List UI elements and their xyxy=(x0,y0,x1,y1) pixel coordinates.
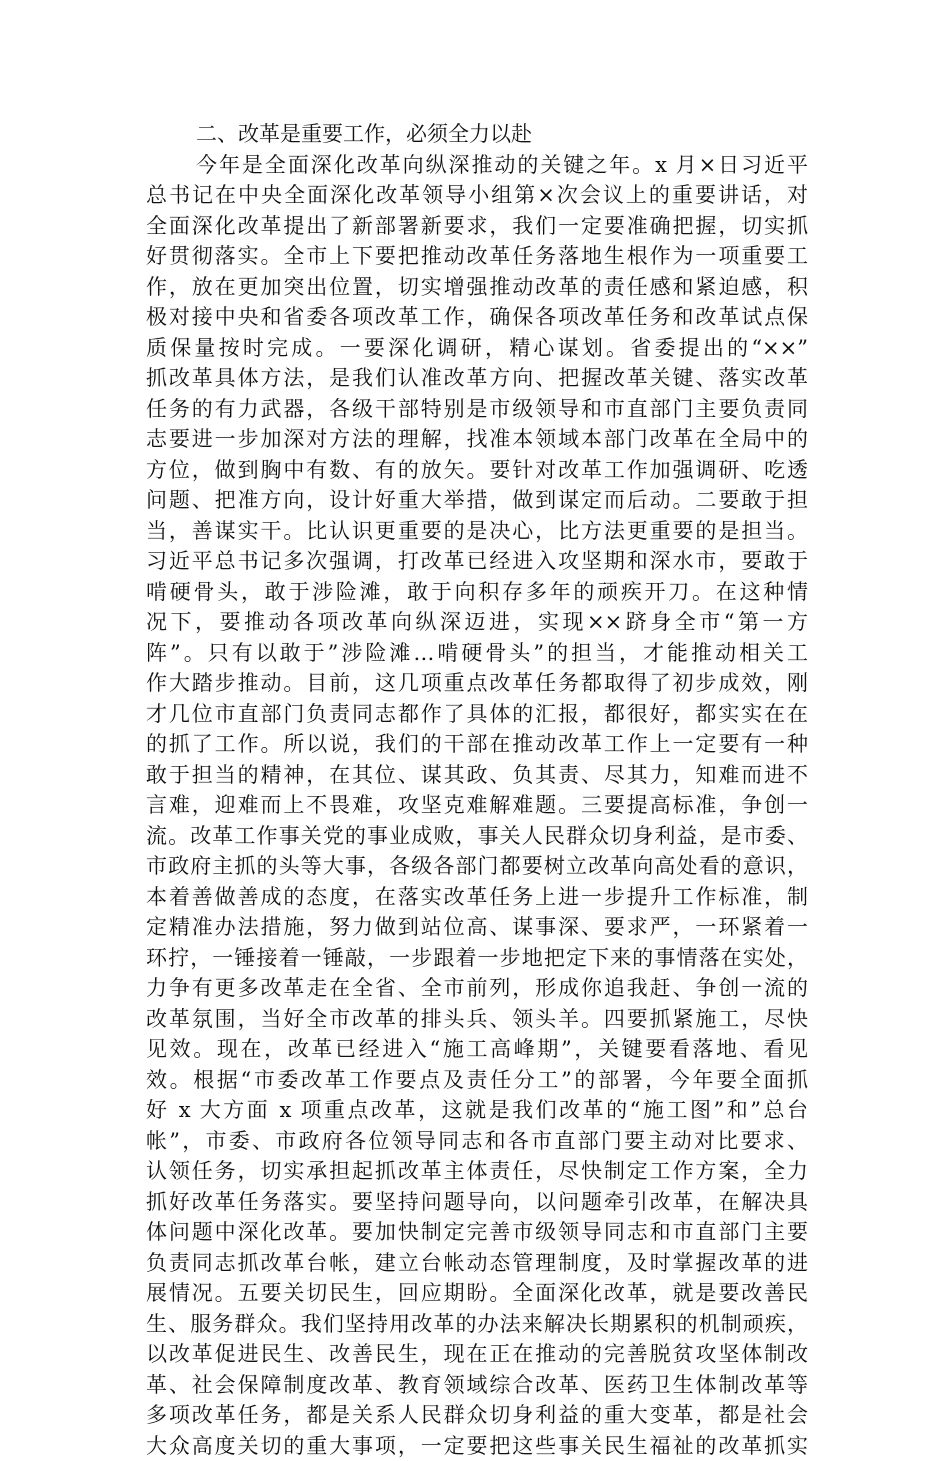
paragraph-line: 定精准办法措施，努力做到站位高、谋事深、要求严，一环紧着一 xyxy=(146,912,808,943)
paragraph-line: 好 x 大方面 x 项重点改革，这就是我们改革的“施工图”和”总台 xyxy=(146,1095,808,1126)
paragraph-line: 当，善谋实干。比认识更重要的是决心，比方法更重要的是担当。 xyxy=(146,516,808,547)
paragraph-line: 好贯彻落实。全市上下要把推动改革任务落地生根作为一项重要工 xyxy=(146,241,808,272)
paragraph-line: 力争有更多改革走在全省、全市前列，形成你追我赶、争创一流的 xyxy=(146,973,808,1004)
paragraph-line: 本着善做善成的态度，在落实改革任务上进一步提升工作标准，制 xyxy=(146,882,808,913)
paragraph-line: 大众高度关切的重大事项，一定要把这些事关民生福祉的改革抓实 xyxy=(146,1431,808,1461)
paragraph-line: 作，放在更加突出位置，切实增强推动改革的责任感和紧迫感，积 xyxy=(146,272,808,303)
paragraph-line: 况下，要推动各项改革向纵深迈进，实现××跻身全市“第一方 xyxy=(146,607,808,638)
body-paragraph xyxy=(146,150,808,1461)
paragraph-line: 革、社会保障制度改革、教育领域综合改革、医药卫生体制改革等 xyxy=(146,1370,808,1401)
paragraph-line: 抓好改革任务落实。要坚持问题导向，以问题牵引改革，在解决具 xyxy=(146,1187,808,1218)
paragraph-line: 负责同志抓改革台帐，建立台帐动态管理制度，及时掌握改革的进 xyxy=(146,1248,808,1279)
paragraph-line: 多项改革任务，都是关系人民群众切身利益的重大变革，都是社会 xyxy=(146,1400,808,1431)
paragraph-line: 认领任务，切实承担起抓改革主体责任，尽快制定工作方案，全力 xyxy=(146,1156,808,1187)
document-body xyxy=(146,119,808,1461)
paragraph-line: 任务的有力武器，各级干部特别是市级领导和市直部门主要负责同 xyxy=(146,394,808,425)
paragraph-line: 极对接中央和省委各项改革工作，确保各项改革任务和改革试点保 xyxy=(146,302,808,333)
paragraph-line: 质保量按时完成。一要深化调研，精心谋划。省委提出的“××” xyxy=(146,333,808,364)
paragraph-line: 抓改革具体方法，是我们认准改革方向、把握改革关键、落实改革 xyxy=(146,363,808,394)
paragraph-line: 体问题中深化改革。要加快制定完善市级领导同志和市直部门主要 xyxy=(146,1217,808,1248)
paragraph-line: 志要进一步加深对方法的理解，找准本领域本部门改革在全局中的 xyxy=(146,424,808,455)
paragraph-line: 习近平总书记多次强调，打改革已经进入攻坚期和深水市，要敢于 xyxy=(146,546,808,577)
paragraph-line: 总书记在中央全面深化改革领导小组第×次会议上的重要讲话，对 xyxy=(146,180,808,211)
paragraph-line: 帐”，市委、市政府各位领导同志和各市直部门要主动对比要求、 xyxy=(146,1126,808,1157)
paragraph-line: 言难，迎难而上不畏难，攻坚克难解难题。三要提高标准，争创一 xyxy=(146,790,808,821)
paragraph-line: 问题、把准方向，设计好重大举措，做到谋定而后动。二要敢于担 xyxy=(146,485,808,516)
paragraph-line: 效。根据“市委改革工作要点及责任分工”的部署，今年要全面抓 xyxy=(146,1065,808,1096)
paragraph-line: 全面深化改革提出了新部署新要求，我们一定要准确把握，切实抓 xyxy=(146,211,808,242)
paragraph-line: 作大踏步推动。目前，这几项重点改革任务都取得了初步成效，刚 xyxy=(146,668,808,699)
paragraph-line: 的抓了工作。所以说，我们的干部在推动改革工作上一定要有一种 xyxy=(146,729,808,760)
paragraph-line: 阵”。只有以敢于”涉险滩…啃硬骨头”的担当，才能推动相关工 xyxy=(146,638,808,669)
paragraph-line: 啃硬骨头，敢于涉险滩，敢于向积存多年的顽疾开刀。在这种情 xyxy=(146,577,808,608)
paragraph-line: 生、服务群众。我们坚持用改革的办法来解决长期累积的机制顽疾， xyxy=(146,1309,808,1340)
paragraph-line: 流。改革工作事关党的事业成败，事关人民群众切身利益，是市委、 xyxy=(146,821,808,852)
paragraph-line: 敢于担当的精神，在其位、谋其政、负其责、尽其力，知难而进不 xyxy=(146,760,808,791)
paragraph-line: 市政府主抓的头等大事，各级各部门都要树立改革向高处看的意识， xyxy=(146,851,808,882)
paragraph-line: 以改革促进民生、改善民生，现在正在推动的完善脱贫攻坚体制改 xyxy=(146,1339,808,1370)
section-heading: 二、改革是重要工作，必须全力以赴 xyxy=(146,119,808,150)
paragraph-line: 改革氛围，当好全市改革的排头兵、领头羊。四要抓紧施工，尽快 xyxy=(146,1004,808,1035)
paragraph-line: 方位，做到胸中有数、有的放矢。要针对改革工作加强调研、吃透 xyxy=(146,455,808,486)
paragraph-line: 才几位市直部门负责同志都作了具体的汇报，都很好，都实实在在 xyxy=(146,699,808,730)
paragraph-line: 见效。现在，改革已经进入“施工高峰期”，关键要看落地、看见 xyxy=(146,1034,808,1065)
paragraph-line: 今年是全面深化改革向纵深推动的关键之年。x 月×日习近平 xyxy=(146,150,808,181)
paragraph-line: 展情况。五要关切民生，回应期盼。全面深化改革，就是要改善民 xyxy=(146,1278,808,1309)
paragraph-line: 环拧，一锤接着一锤敲，一步跟着一步地把定下来的事情落在实处， xyxy=(146,943,808,974)
